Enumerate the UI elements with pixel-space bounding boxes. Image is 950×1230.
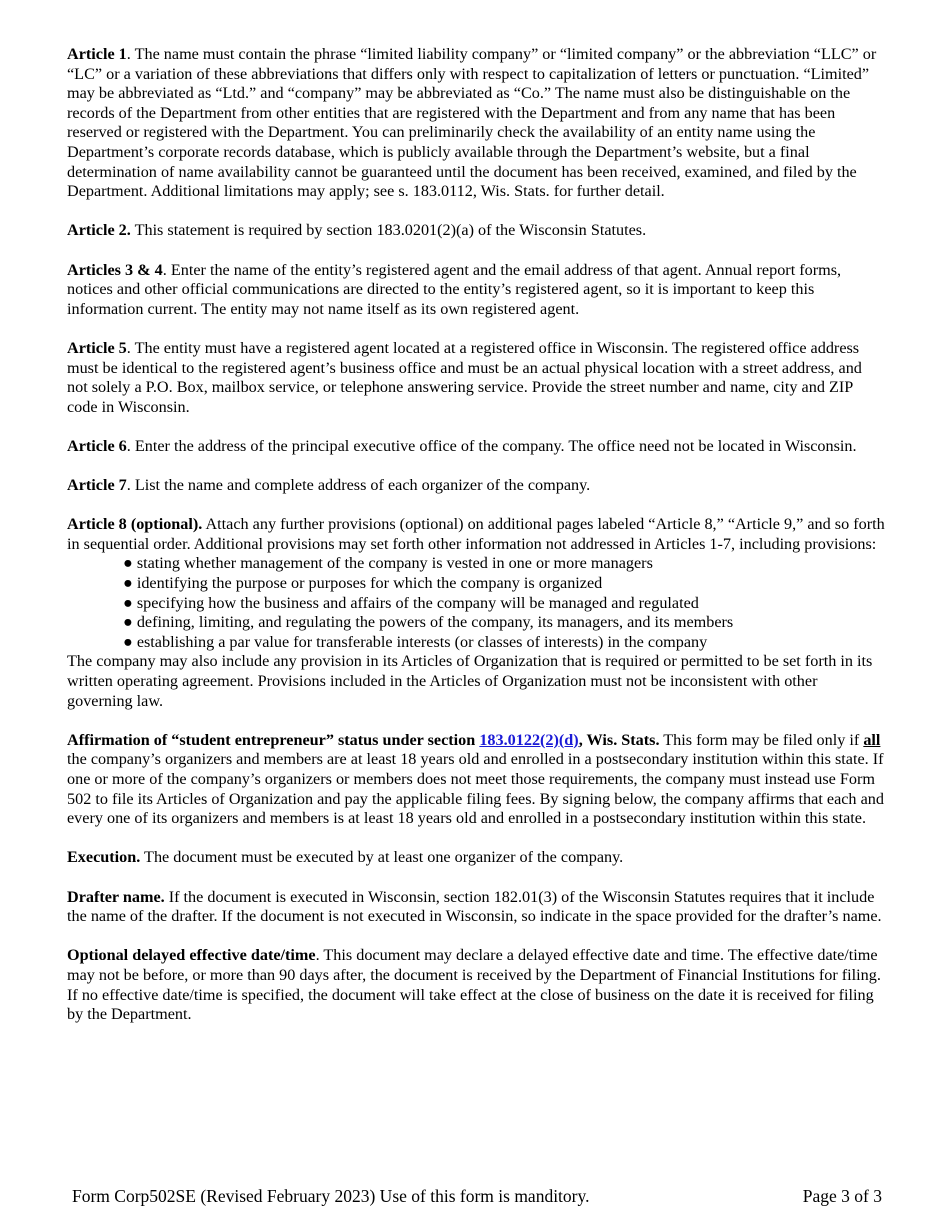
instructions-body (67, 45, 885, 1044)
statute-link[interactable]: 183.0122(2)(d) (479, 730, 579, 749)
affirmation-text-post: the company’s organizers and members are at least 18 years old and enrolled in a postsecondary institution within this state. If one or more of the company’s organizers or members does not meet those requirements, the company must instead use Form 502 to file its Articles of Organization and pay the applicable filing fees. By signing below, the company affirms that each and every one of its organizers and members is at least 18 years old and enrolled in a postsecondary institution within this state. (67, 750, 884, 828)
list-item: ● identifying the purpose or purposes for which the company is organized (123, 574, 603, 593)
drafter-paragraph (67, 888, 885, 927)
affirmation-heading-pre: Affirmation of “student entrepreneur” status under section (67, 730, 480, 749)
effective-date-paragraph (67, 946, 885, 1024)
effective-date-text: . This document may declare a delayed effective date and time. The effective date/time may not be before, or more than 90 days after, the document is received by the Department of Financial Institutions for filing. If no effective date/time is specified, the document will take effect at the close of business on the date it is received for filing by the Department. (67, 946, 881, 1024)
footer-form-info: Form Corp502SE (Revised February 2023) Use of this form is manditory. (72, 1186, 590, 1206)
affirmation-text-pre: This form may be filed only if (659, 730, 864, 749)
list-item: ● specifying how the business and affairs of the company will be managed and regulated (123, 593, 699, 612)
article-1-paragraph (67, 45, 885, 202)
article-6-text: . Enter the address of the principal executive office of the company. The office need not be located in Wisconsin. (126, 436, 857, 455)
drafter-heading: Drafter name. (67, 887, 165, 906)
article-7-paragraph (67, 476, 885, 496)
affirmation-heading (67, 731, 660, 749)
affirmation-emphasis: all (863, 730, 881, 749)
execution-heading: Execution. (67, 848, 141, 867)
article-8-after-text: The company may also include any provision in its Articles of Organization that is required or permitted to be set forth in its written operating agreement. Provisions included in the Articles of Organization must not be inconsistent with other governing law. (67, 652, 873, 710)
article-7-heading: Article 7 (67, 476, 127, 495)
article-1-heading: Article 1 (67, 45, 127, 63)
effective-date-heading: Optional delayed effective date/time (67, 946, 316, 965)
execution-text: The document must be executed by at least one organizer of the company. (140, 848, 624, 867)
articles-3-4-paragraph (67, 261, 885, 320)
articles-3-4-heading: Articles 3 & 4 (67, 260, 163, 279)
article-5-heading: Article 5 (67, 338, 127, 357)
article-1-text: . The name must contain the phrase “limited liability company” or “limited company” or the abbreviation “LLC” or “LC” or a variation of these abbreviations that differs only with respect to capitalization of letters or punctuation. “Limited” may be abbreviated as “Ltd.” and “company” may be abbreviated as “Co.” The name must also be distinguishable on the records of the Department from other entities that are registered with the Department and from any name that has been reserved or registered with the Department. You can preliminarily check the availability of an entity name using the Department’s corporate records database, which is publicly available through the Department’s website, but a final determination of name availability cannot be guaranteed until the document has been received, examined, and filed by the Department. Additional limitations may apply; see s. 183.0112, Wis. Stats. for further detail. (67, 45, 877, 201)
list-item: ● defining, limiting, and regulating the powers of the company, its managers, and its members (123, 613, 734, 632)
list-item: ● stating whether management of the company is vested in one or more managers (123, 554, 653, 573)
list-item: ● establishing a par value for transferable interests (or classes of interests) in the company (123, 632, 708, 651)
article-8-provisions-list (67, 554, 885, 652)
footer-page-number: Page 3 of 3 (802, 1186, 882, 1206)
article-8-heading: Article 8 (optional). (67, 515, 203, 534)
article-6-paragraph (67, 437, 885, 457)
article-2-text: This statement is required by section 183.0201(2)(a) of the Wisconsin Statutes. (130, 221, 647, 240)
article-2-paragraph (67, 221, 885, 241)
article-8-text: Attach any further provisions (optional) on additional pages labeled “Article 8,” “Article 9,” and so forth in sequential order. Additional provisions may set forth other information not addressed in Articles 1-7, including provisions: (67, 515, 885, 553)
article-8-paragraph (67, 515, 885, 554)
articles-3-4-text: . Enter the name of the entity’s registered agent and the email address of that agent. Annual report forms, notices and other official communications are directed to the entity’s registered agent, so it is important to keep this information current. The entity may not name itself as its own registered agent. (67, 260, 842, 318)
execution-paragraph (67, 848, 885, 868)
article-5-text: . The entity must have a registered agent located at a registered office in Wisconsin. The registered office address must be identical to the registered agent’s business office and must be an actual physical location with a street address, and not solely a P.O. Box, mailbox service, or telephone answering service. Provide the street number and name, city and ZIP code in Wisconsin. (67, 338, 862, 416)
drafter-text: If the document is executed in Wisconsin, section 182.01(3) of the Wisconsin Statutes requires that it include the name of the drafter. If the document is not executed in Wisconsin, so indicate in the space provided for the drafter’s name. (67, 887, 882, 926)
article-2-heading: Article 2. (67, 221, 131, 240)
page-footer (72, 1186, 882, 1206)
affirmation-heading-post: , Wis. Stats. (578, 730, 660, 749)
article-5-paragraph (67, 339, 885, 417)
article-6-heading: Article 6 (67, 436, 127, 455)
affirmation-paragraph (67, 731, 885, 829)
article-7-text: . List the name and complete address of each organizer of the company. (126, 476, 591, 495)
